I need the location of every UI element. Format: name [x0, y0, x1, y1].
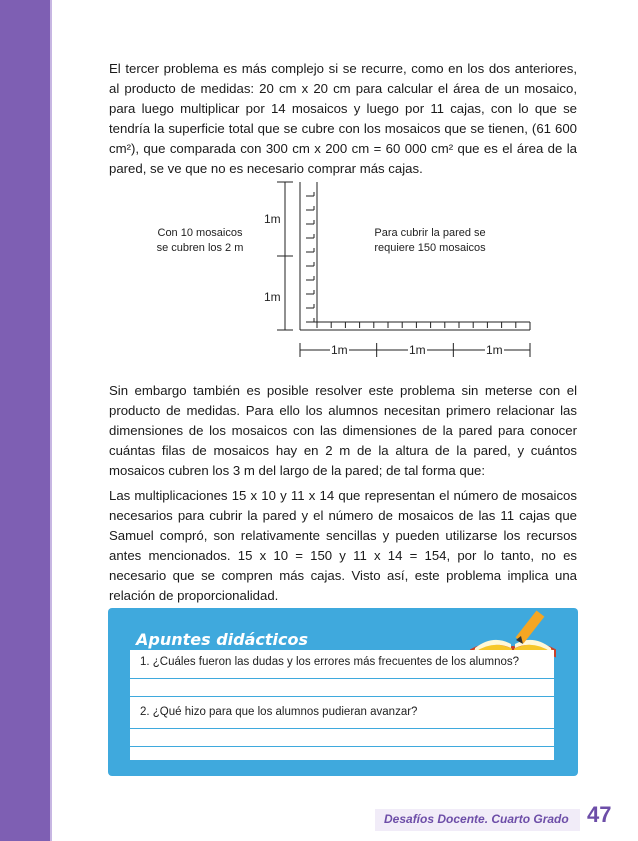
tile-diagram-svg	[0, 170, 638, 370]
left-label-line2: se cubren los 2 m	[156, 242, 244, 254]
footer-title: Desafíos Docente. Cuarto Grado	[384, 812, 569, 826]
vertical-meter-label-top: 1m	[264, 212, 281, 226]
answer-line[interactable]	[130, 678, 554, 679]
apuntes-answer-panel	[130, 650, 554, 760]
right-label-line1: Para cubrir la pared se	[374, 227, 486, 239]
answer-line[interactable]	[130, 746, 554, 747]
paragraph-alternative: Sin embargo también es posible resolver este problema sin meterse con el producto de medidas. Para ello los alumnos necesitan primero relacionar las dimensiones de los mosaicos con las dimensiones de la pared para conocer cuántas filas de mosaicos hay en 2 m de la altura de la pared, y cuántos mosaicos cubren los 3 m del largo de la pared; de tal forma que:	[109, 383, 577, 478]
answer-line[interactable]	[130, 696, 554, 697]
left-label-line1: Con 10 mosaicos	[157, 227, 243, 239]
page-number: 47	[587, 802, 612, 827]
horizontal-meter-label-3: 1m	[486, 343, 503, 357]
left-diagram-label	[140, 226, 260, 256]
right-label-line2: requiere 150 mosaicos	[374, 242, 486, 254]
answer-line[interactable]	[130, 728, 554, 729]
vertical-meter-label-bottom: 1m	[264, 290, 281, 304]
tile-diagram	[0, 170, 638, 370]
paragraph-intro: El tercer problema es más complejo si se recurre, como en los dos anteriores, al producto de medidas: 20 cm x 20 cm para calcular el área de un mosaico, para luego multiplicar por 14 mosaicos y luego por 11 cajas, con lo que se tendría la superficie total que se cubre con los mosaicos que se tienen, (61 600 cm²), que comparada con 300 cm x 200 cm = 60 000 cm² que es el área de la pared, se ve que no es necesario comprar más cajas.	[109, 61, 577, 176]
paragraph-conclusion: Las multiplicaciones 15 x 10 y 11 x 14 que representan el número de mosaicos necesarios para cubrir la pared y el número de mosaicos de las 11 cajas que Samuel compró, son relativamente sencillas y pueden utilizarse los recursos antes mencionados. 15 x 10 = 150 y 11 x 14 = 154, por lo tanto, no es necesario que se compren más cajas. Visto así, este problema implica una relación de proporcionalidad.	[109, 488, 577, 603]
question-1: 1. ¿Cuáles fueron las dudas y los errores más frecuentes de los alumnos?	[140, 656, 520, 668]
apuntes-box	[108, 608, 578, 776]
horizontal-meter-label-2: 1m	[409, 343, 426, 357]
sidebar-band	[0, 0, 50, 841]
apuntes-title: Apuntes didácticos	[136, 630, 309, 649]
horizontal-meter-label-1: 1m	[331, 343, 348, 357]
right-diagram-label	[355, 226, 505, 256]
question-2: 2. ¿Qué hizo para que los alumnos pudieran avanzar?	[140, 706, 418, 718]
